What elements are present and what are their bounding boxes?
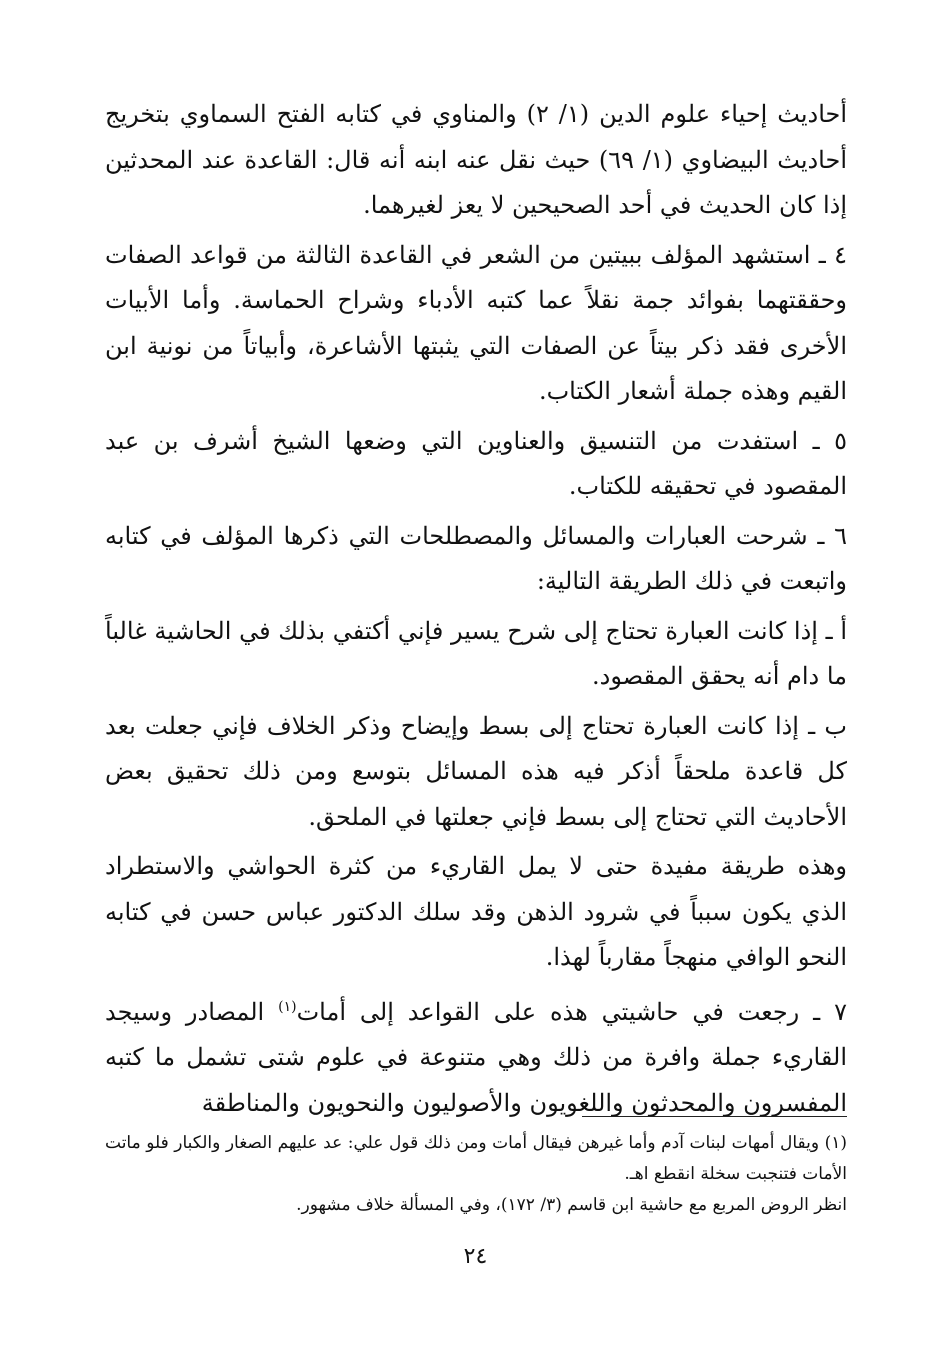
body-paragraph-5: أ ـ إذا كانت العبارة تحتاج إلى شرح يسير فإني أكتفي بذلك في الحاشية غالباً ما دام أنه يحقق المقصود. [105,616,847,690]
body-paragraph-3: ٥ ـ استفدت من التنسيق والعناوين التي وضعها الشيخ أشرف بن عبد المقصود في تحقيقه للكتاب. [105,426,847,500]
footnotes [105,1128,847,1221]
body-paragraph-8 [105,985,847,1127]
body-paragraph-6: ب ـ إذا كانت العبارة تحتاج إلى بسط وإيضاح وذكر الخلاف فإني جعلت بعد كل قاعدة ملحقاً أذكر فيه هذه المسائل بتوسع ومن ذلك تحقيق بعض الأحاديث التي تحتاج إلى بسط فإني جعلتها في الملحق. [105,711,847,831]
body-paragraph-2: ٤ ـ استشهد المؤلف ببيتين من الشعر في القاعدة الثالثة من قواعد الصفات وحققتهما بفوائد جمة نقلاً عما كتبه الأدباء وشراح الحماسة. وأما الأبيات الأخرى فقد ذكر بيتاً عن الصفات التي يثبتها الأشاعرة، وأبياتاً من نونية ابن القيم وهذه جملة أشعار الكتاب. [105,240,847,405]
body-paragraph-7: وهذه طريقة مفيدة حتى لا يمل القاريء من كثرة الحواشي والاستطراد الذي يكون سبباً في شرود الذهن وقد سلك الدكتور عباس حسن في كتابه النحو الوافي منهجاً مقارباً لهذا. [105,852,847,971]
footnote-divider [582,1116,847,1117]
page-body [105,92,847,1130]
paragraph-8-end: المصادر وسيجد القاريء جملة وافرة من ذلك وهي متنوعة في علوم شتى تشمل ما كتبه المفسرون والمحدثون واللغويون والأصوليون والنحويون والمناطقة [105,997,847,1117]
paragraph-8-start: ٧ ـ رجعت في حاشيتي هذه على القواعد إلى أمات [296,997,847,1026]
body-paragraph-1: أحاديث إحياء علوم الدين (١/ ٢) والمناوي في كتابه الفتح السماوي بتخريج أحاديث البيضاوي (١/ ٦٩) حيث نقل عنه ابنه أنه قال: القاعدة عند المحدثين إذا كان الحديث في أحد الصحيحين لا يعز لغيرهما. [105,100,848,219]
footnote-1: (١) ويقال أمهات لبنات آدم وأما غيرهن فيقال أمات ومن ذلك قول علي: عد عليهم الصغار والكبار فلو ماتت الأمات فتنجبت سخلة انقطع اهـ. [105,1133,847,1184]
footnote-1-continuation: انظر الروض المربع مع حاشية ابن قاسم (٣/ ١٧٢)، وفي المسألة خلاف مشهور. [296,1195,847,1215]
footnote-marker: (١) [278,998,297,1015]
body-paragraph-4: ٦ ـ شرحت العبارات والمسائل والمصطلحات التي ذكرها المؤلف في كتابه واتبعت في ذلك الطريقة التالية: [105,521,847,595]
page-number: ٢٤ [463,1244,488,1269]
